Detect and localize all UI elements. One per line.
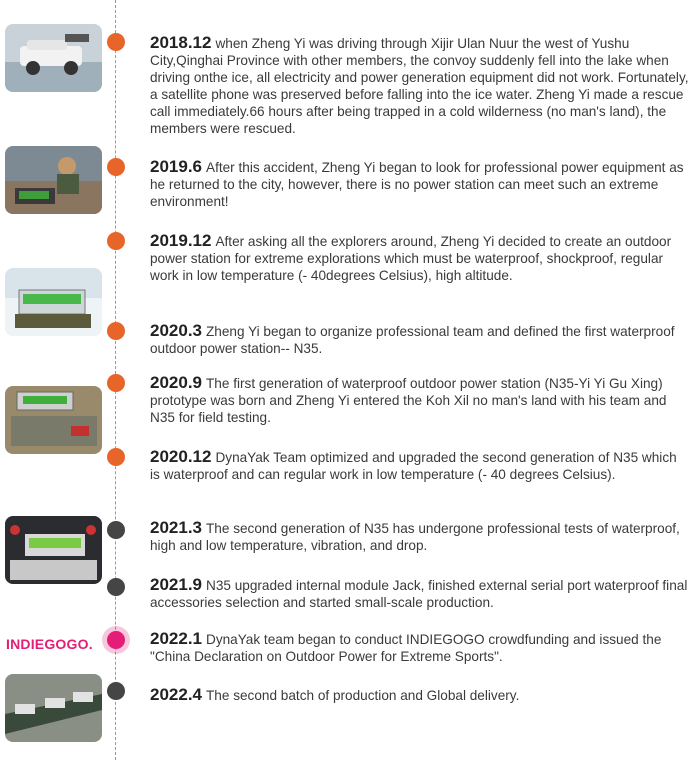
entry-text: After asking all the explorers around, Zheng Yi decided to create an outdoor power station for extreme explorations which must be waterproof, shockproof, regular work in low temperature (- 40degrees Celsius), high altitude. xyxy=(150,234,672,283)
timeline-entry xyxy=(150,34,690,137)
prototype-unit-photo xyxy=(5,386,102,454)
entry-text: when Zheng Yi was driving through Xijir Ulan Nuur the west of Yushu City,Qinghai Province with other members, the convoy suddenly fell into the lake when driving onthe ice, all electricity and power generation equipment did not work. Fortunately, a satellite phone was preserved before falling into the ice water. Zheng Yi made a rescue call immediately.66 hours after being trapped in a cold wilderness (no man's land), the members were rescued. xyxy=(150,36,689,136)
timeline-entry xyxy=(150,232,690,284)
timeline-entry xyxy=(150,374,690,426)
lab-test-photo xyxy=(5,516,102,584)
timeline-dot xyxy=(107,521,125,539)
entry-year: 2019.6 xyxy=(150,157,202,176)
entry-year: 2020.12 xyxy=(150,447,212,466)
entry-text: The second generation of N35 has undergone professional tests of waterproof, high and low temperature, vibration, and drop. xyxy=(150,521,680,553)
suv-on-ice-photo xyxy=(5,24,102,92)
entry-year: 2019.12 xyxy=(150,231,212,250)
power-station-in-snow-photo xyxy=(5,268,102,336)
timeline-entry xyxy=(150,519,690,554)
entry-text: DynaYak team began to conduct INDIEGOGO crowdfunding and issued the "China Declaration on Outdoor Power for Extreme Sports". xyxy=(150,632,662,664)
timeline-dot xyxy=(107,578,125,596)
entry-year: 2021.3 xyxy=(150,518,202,537)
entry-year: 2022.1 xyxy=(150,629,202,648)
entry-text: Zheng Yi began to organize professional team and defined the first waterproof outdoor power station-- N35. xyxy=(150,324,675,356)
timeline-dot xyxy=(107,232,125,250)
entry-year: 2020.3 xyxy=(150,321,202,340)
timeline-entry xyxy=(150,630,690,665)
timeline-dot xyxy=(107,33,125,51)
timeline-dot xyxy=(107,448,125,466)
entry-text: DynaYak Team optimized and upgraded the second generation of N35 which is waterproof and can regular work in low temperature (- 40 degrees Celsius). xyxy=(150,450,677,482)
entry-text: N35 upgraded internal module Jack, finished external serial port waterproof final accessories selection and started small-scale production. xyxy=(150,578,688,610)
timeline-dot xyxy=(107,158,125,176)
timeline-dot xyxy=(107,322,125,340)
timeline-entry xyxy=(150,322,690,357)
indiegogo-logo: INDIEGOGO. xyxy=(6,636,93,652)
entry-text: After this accident, Zheng Yi began to look for professional power equipment as he returned to the city, however, there is no power station can meet such an extreme environment! xyxy=(150,160,684,209)
entry-year: 2022.4 xyxy=(150,685,202,704)
timeline-dot xyxy=(107,682,125,700)
entry-text: The second batch of production and Global delivery. xyxy=(206,688,520,703)
entry-year: 2020.9 xyxy=(150,373,202,392)
timeline-dot-highlight xyxy=(107,631,125,649)
production-line-photo xyxy=(5,674,102,742)
man-with-equipment-photo xyxy=(5,146,102,214)
entry-text: The first generation of waterproof outdoor power station (N35-Yi Yi Gu Xing) prototype was born and Zheng Yi entered the Koh Xil no man's land with his team and N35 for field testing. xyxy=(150,376,667,425)
timeline-entry xyxy=(150,686,690,704)
timeline-entry xyxy=(150,576,690,611)
timeline-entry xyxy=(150,448,690,483)
timeline-dot xyxy=(107,374,125,392)
entry-year: 2018.12 xyxy=(150,33,212,52)
entry-year: 2021.9 xyxy=(150,575,202,594)
timeline-entry xyxy=(150,158,690,210)
